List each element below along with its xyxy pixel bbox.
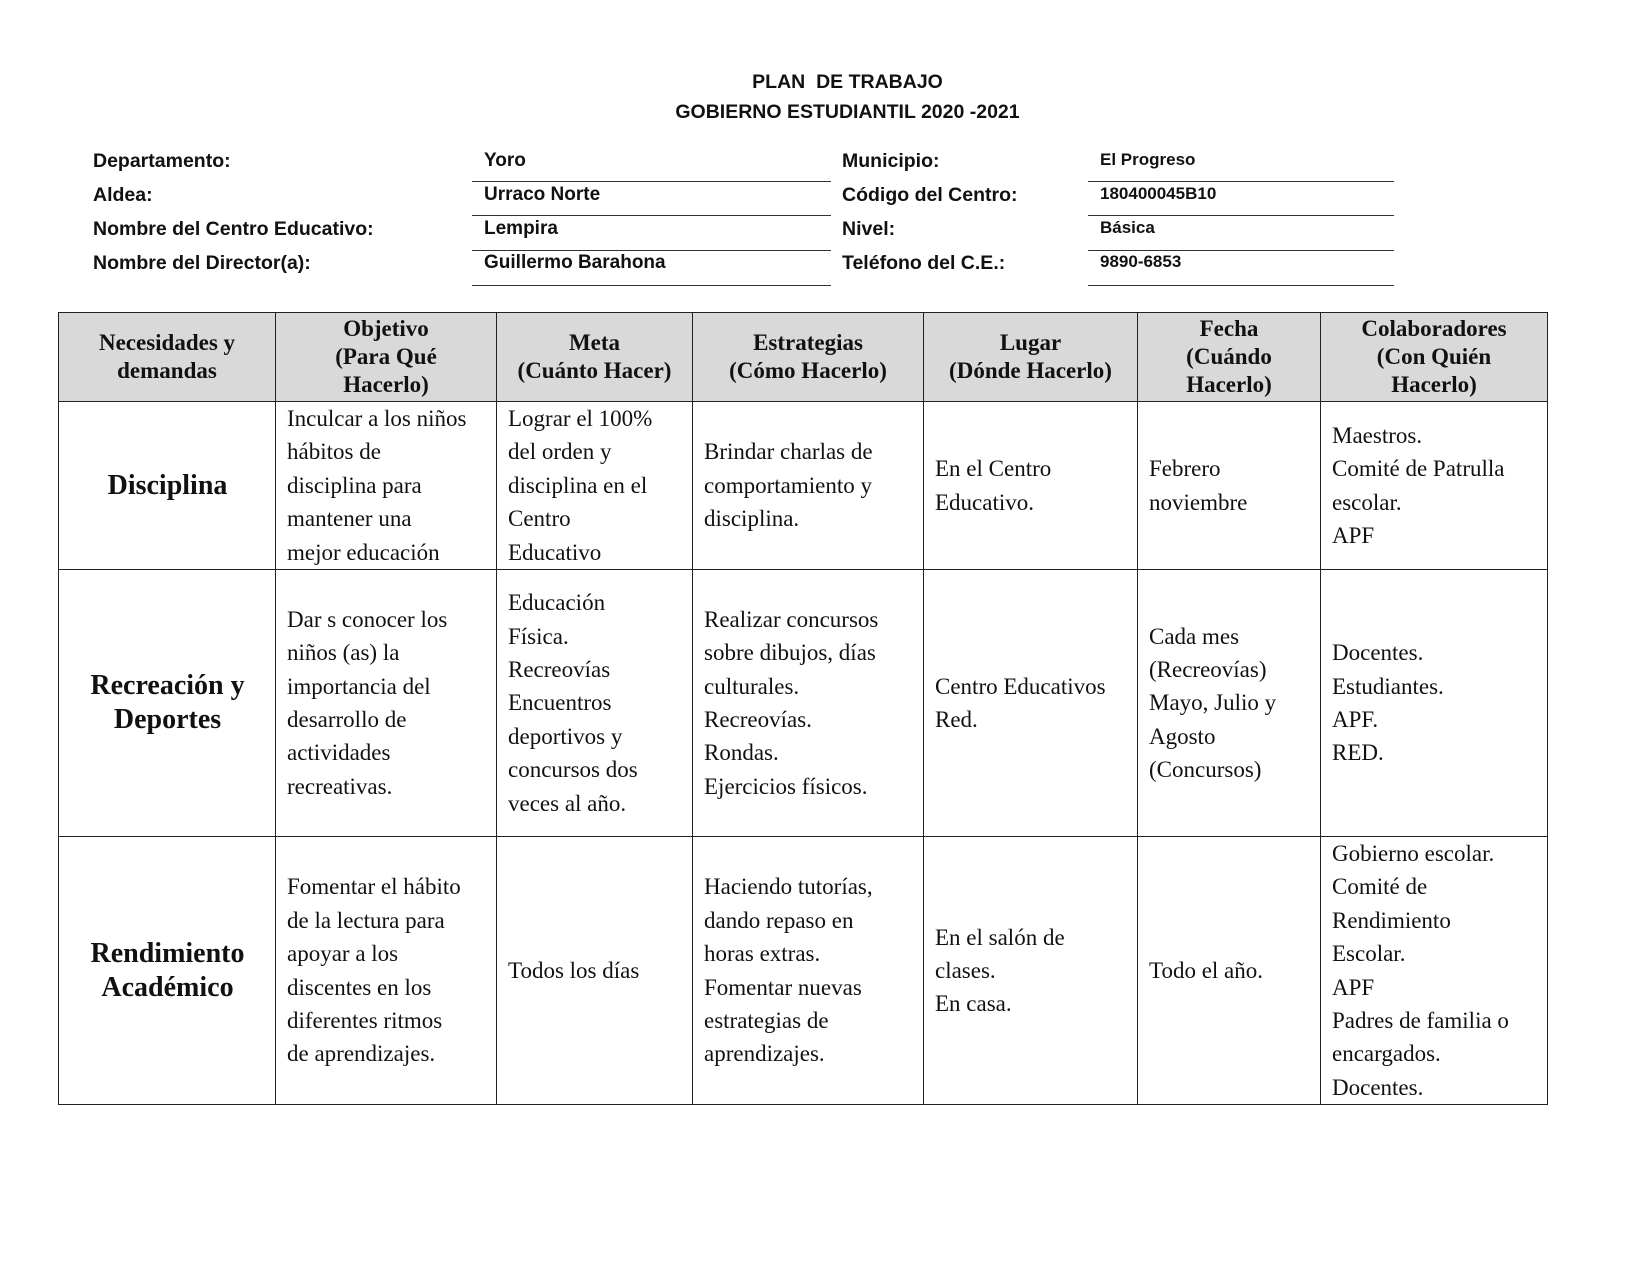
director-value: Guillermo Barahona xyxy=(484,252,666,273)
fecha-cell: Todo el año. xyxy=(1138,837,1321,1105)
telefono-label: Teléfono del C.E.: xyxy=(842,252,1006,274)
codigo-label: Código del Centro: xyxy=(842,184,1018,206)
colaboradores-cell: Gobierno escolar. Comité de Rendimiento Escolar. APF Padres de familia o encargados. Docentes. xyxy=(1321,837,1548,1105)
header-meta: Meta (Cuánto Hacer) xyxy=(497,313,693,402)
telefono-underline xyxy=(1088,285,1394,286)
objetivo-cell: Dar s conocer los niños (as) la importancia del desarrollo de actividades recreativas. xyxy=(276,570,497,837)
lugar-cell: Centro Educativos Red. xyxy=(924,570,1138,837)
centro-underline xyxy=(472,250,831,251)
title-line-2: GOBIERNO ESTUDIANTIL 2020 -2021 xyxy=(675,101,1020,123)
title-line-1: PLAN DE TRABAJO xyxy=(752,71,943,93)
estrategias-cell: Realizar concursos sobre dibujos, días culturales. Recreovías. Rondas. Ejercicios físicos. xyxy=(693,570,924,837)
objetivo-cell: Inculcar a los niños hábitos de disciplina para mantener una mejor educación xyxy=(276,402,497,570)
centro-value: Lempira xyxy=(484,218,558,239)
municipio-label: Municipio: xyxy=(842,150,940,172)
colaboradores-cell: Maestros. Comité de Patrulla escolar. APF xyxy=(1321,402,1548,570)
nivel-label: Nivel: xyxy=(842,218,896,240)
header-fecha: Fecha (Cuándo Hacerlo) xyxy=(1138,313,1321,402)
aldea-value: Urraco Norte xyxy=(484,184,601,205)
header-objetivo: Objetivo (Para Qué Hacerlo) xyxy=(276,313,497,402)
table-row xyxy=(59,402,1548,570)
codigo-underline xyxy=(1088,215,1394,216)
municipio-value: El Progreso xyxy=(1100,150,1196,169)
fecha-cell: Cada mes (Recreovías) Mayo, Julio y Agosto (Concursos) xyxy=(1138,570,1321,837)
document-title xyxy=(0,67,1651,127)
director-underline xyxy=(472,285,831,286)
colaboradores-cell: Docentes. Estudiantes. APF. RED. xyxy=(1321,570,1548,837)
need-cell: Rendimiento Académico xyxy=(59,837,276,1105)
meta-cell: Todos los días xyxy=(497,837,693,1105)
departamento-label: Departamento: xyxy=(93,150,231,172)
header-necesidades: Necesidades y demandas xyxy=(59,313,276,402)
fecha-cell: Febrero noviembre xyxy=(1138,402,1321,570)
telefono-value: 9890-6853 xyxy=(1100,252,1182,271)
objetivo-cell: Fomentar el hábito de la lectura para apoyar a los discentes en los diferentes ritmos de aprendizajes. xyxy=(276,837,497,1105)
header-colaboradores: Colaboradores (Con Quién Hacerlo) xyxy=(1321,313,1548,402)
lugar-cell: En el salón de clases. En casa. xyxy=(924,837,1138,1105)
header-estrategias: Estrategias (Cómo Hacerlo) xyxy=(693,313,924,402)
meta-cell: Lograr el 100% del orden y disciplina en el Centro Educativo xyxy=(497,402,693,570)
director-label: Nombre del Director(a): xyxy=(93,252,311,274)
departamento-underline xyxy=(472,181,831,182)
aldea-underline xyxy=(472,215,831,216)
nivel-value: Básica xyxy=(1100,218,1155,237)
need-cell: Disciplina xyxy=(59,402,276,570)
table-row xyxy=(59,837,1548,1105)
codigo-value: 180400045B10 xyxy=(1100,184,1217,203)
need-cell: Recreación y Deportes xyxy=(59,570,276,837)
table-row xyxy=(59,570,1548,837)
estrategias-cell: Brindar charlas de comportamiento y disciplina. xyxy=(693,402,924,570)
meta-cell: Educación Física. Recreovías Encuentros deportivos y concursos dos veces al año. xyxy=(497,570,693,837)
aldea-label: Aldea: xyxy=(93,184,153,206)
departamento-value: Yoro xyxy=(484,150,526,171)
centro-label: Nombre del Centro Educativo: xyxy=(93,218,374,240)
lugar-cell: En el Centro Educativo. xyxy=(924,402,1138,570)
nivel-underline xyxy=(1088,250,1394,251)
header-lugar: Lugar (Dónde Hacerlo) xyxy=(924,313,1138,402)
estrategias-cell: Haciendo tutorías, dando repaso en horas extras. Fomentar nuevas estrategias de aprendizajes. xyxy=(693,837,924,1105)
municipio-underline xyxy=(1088,181,1394,182)
work-plan-table xyxy=(58,312,1548,1105)
table-header-row xyxy=(59,313,1548,402)
